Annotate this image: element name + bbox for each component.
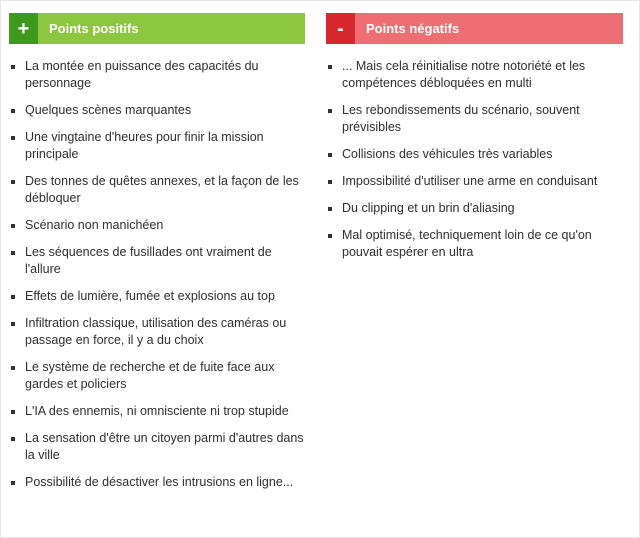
list-item bbox=[9, 288, 305, 305]
bullet-icon bbox=[11, 109, 15, 113]
list-item bbox=[326, 146, 623, 163]
bullet-icon bbox=[11, 437, 15, 441]
negative-points-list bbox=[326, 58, 623, 261]
bullet-icon bbox=[11, 224, 15, 228]
list-item-text: ... Mais cela réinitialise notre notoriété et les compétences débloquées en multi bbox=[342, 59, 586, 90]
list-item bbox=[9, 58, 305, 92]
bullet-icon bbox=[328, 109, 332, 113]
bullet-icon bbox=[328, 180, 332, 184]
bullet-icon bbox=[328, 65, 332, 69]
list-item-text: Une vingtaine d'heures pour finir la mission principale bbox=[25, 130, 264, 161]
negative-points-column bbox=[326, 13, 623, 271]
bullet-icon bbox=[11, 410, 15, 414]
list-item-text: Les rebondissements du scénario, souvent prévisibles bbox=[342, 103, 580, 134]
list-item bbox=[326, 58, 623, 92]
list-item bbox=[326, 173, 623, 190]
bullet-icon bbox=[11, 251, 15, 255]
bullet-icon bbox=[328, 153, 332, 157]
list-item bbox=[9, 129, 305, 163]
bullet-icon bbox=[11, 366, 15, 370]
list-item-text: Le système de recherche et de fuite face aux gardes et policiers bbox=[25, 360, 275, 391]
negative-points-title: Points négatifs bbox=[366, 21, 460, 36]
list-item-text: La montée en puissance des capacités du personnage bbox=[25, 59, 259, 90]
minus-icon: - bbox=[326, 13, 355, 44]
list-item bbox=[326, 200, 623, 217]
list-item-text: Mal optimisé, techniquement loin de ce qu'on pouvait espérer en ultra bbox=[342, 228, 592, 259]
bullet-icon bbox=[11, 65, 15, 69]
bullet-icon bbox=[11, 295, 15, 299]
list-item bbox=[9, 359, 305, 393]
list-item bbox=[9, 173, 305, 207]
bullet-icon bbox=[11, 322, 15, 326]
list-item bbox=[9, 403, 305, 420]
positive-points-column bbox=[9, 13, 305, 501]
positive-points-title: Points positifs bbox=[49, 21, 139, 36]
list-item bbox=[9, 430, 305, 464]
bullet-icon bbox=[11, 180, 15, 184]
list-item bbox=[9, 217, 305, 234]
list-item-text: Collisions des véhicules très variables bbox=[342, 147, 553, 161]
list-item bbox=[9, 474, 305, 491]
bullet-icon bbox=[328, 207, 332, 211]
list-item-text: Possibilité de désactiver les intrusions en ligne... bbox=[25, 475, 294, 489]
list-item-text: Scénario non manichéen bbox=[25, 218, 164, 232]
list-item bbox=[326, 227, 623, 261]
list-item-text: Effets de lumière, fumée et explosions au top bbox=[25, 289, 275, 303]
bullet-icon bbox=[11, 136, 15, 140]
list-item-text: Quelques scènes marquantes bbox=[25, 103, 192, 117]
list-item-text: Du clipping et un brin d'aliasing bbox=[342, 201, 515, 215]
list-item-text: La sensation d'être un citoyen parmi d'autres dans la ville bbox=[25, 431, 304, 462]
list-item bbox=[326, 102, 623, 136]
positive-points-list bbox=[9, 58, 305, 491]
list-item-text: Les séquences de fusillades ont vraiment de l'allure bbox=[25, 245, 272, 276]
negative-points-header bbox=[326, 13, 623, 44]
list-item bbox=[9, 244, 305, 278]
bullet-icon bbox=[11, 481, 15, 485]
list-item-text: L'IA des ennemis, ni omnisciente ni trop stupide bbox=[25, 404, 289, 418]
list-item-text: Infiltration classique, utilisation des caméras ou passage en force, il y a du choix bbox=[25, 316, 287, 347]
plus-icon: + bbox=[9, 13, 38, 44]
list-item-text: Des tonnes de quêtes annexes, et la façon de les débloquer bbox=[25, 174, 299, 205]
list-item bbox=[9, 315, 305, 349]
bullet-icon bbox=[328, 234, 332, 238]
list-item-text: Impossibilité d'utiliser une arme en conduisant bbox=[342, 174, 598, 188]
positive-points-header bbox=[9, 13, 305, 44]
list-item bbox=[9, 102, 305, 119]
